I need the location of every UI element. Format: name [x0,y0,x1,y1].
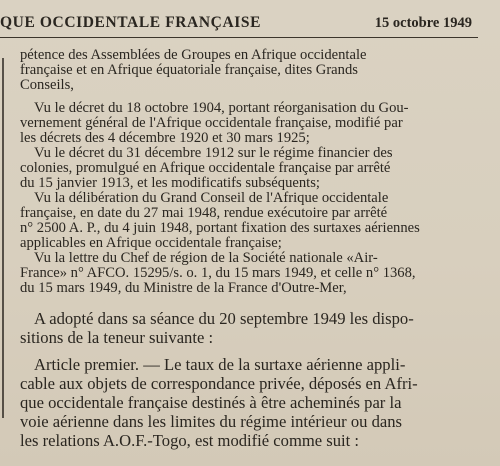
margin-line [2,58,4,418]
paragraph-article-premier [20,355,482,450]
text-line: vernement général de l'Afrique occidentale française, modifié par [20,116,403,131]
paragraph-adopte [20,309,482,347]
page-header [0,12,500,36]
paragraph-deliberation-1948 [20,191,482,251]
paragraph-lettre-air-france [20,251,482,296]
header-title: QUE OCCIDENTALE FRANÇAISE [0,14,262,31]
text-line: France» n° AFCO. 15295/s. o. 1, du 15 mars 1949, et celle n° 1368, [20,266,416,281]
text-line: Vu la délibération du Grand Conseil de l'Afrique occidentale [34,191,389,206]
text-line: cable aux objets de correspondance privée, déposés en Afri- [20,374,418,393]
text-line: du 15 mars 1949, du Ministre de la France d'Outre-Mer, [20,281,347,296]
text-line: colonies, promulgué en Afrique occidentale française par arrêté [20,161,391,176]
text-line: Vu le décret du 18 octobre 1904, portant réorganisation du Gou- [34,101,409,116]
text-line: Conseils, [20,78,74,93]
text-line: pétence des Assemblées de Groupes en Afrique occidentale [20,48,367,63]
header-rule [0,37,478,38]
text-line: les relations A.O.F.-Togo, est modifié comme suit : [20,431,360,450]
text-line: les décrets des 4 décembre 1920 et 30 mars 1925; [20,131,310,146]
text-line: voie aérienne dans les limites du régime intérieur ou dans [20,412,402,431]
text-line: du 15 janvier 1913, et les modificatifs subséquents; [20,176,320,191]
header-date: 15 octobre 1949 [374,15,472,31]
text-line: applicables en Afrique occidentale française; [20,236,282,251]
paragraph-decret-1912 [20,146,482,191]
paragraph-decret-1904 [20,101,482,146]
text-line: française et en Afrique équatoriale française, dites Grands [20,63,358,78]
text-line: sitions de la teneur suivante : [20,328,214,347]
text-line: A adopté dans sa séance du 20 septembre 1949 les dispo- [34,309,414,328]
text-line: Vu la lettre du Chef de région de la Société nationale «Air- [34,251,378,266]
document-body [20,48,482,450]
text-line: n° 2500 A. P., du 4 juin 1948, portant fixation des surtaxes aériennes [20,221,420,236]
text-line: Article premier. — Le taux de la surtaxe aérienne appli- [34,355,406,374]
text-line: française, en date du 27 mai 1948, rendue exécutoire par arrêté [20,206,388,221]
paragraph-competence [20,48,482,93]
text-line: Vu le décret du 31 décembre 1912 sur le régime financier des [34,146,393,161]
text-line: que occidentale française destinés à être acheminés par la [20,393,402,412]
